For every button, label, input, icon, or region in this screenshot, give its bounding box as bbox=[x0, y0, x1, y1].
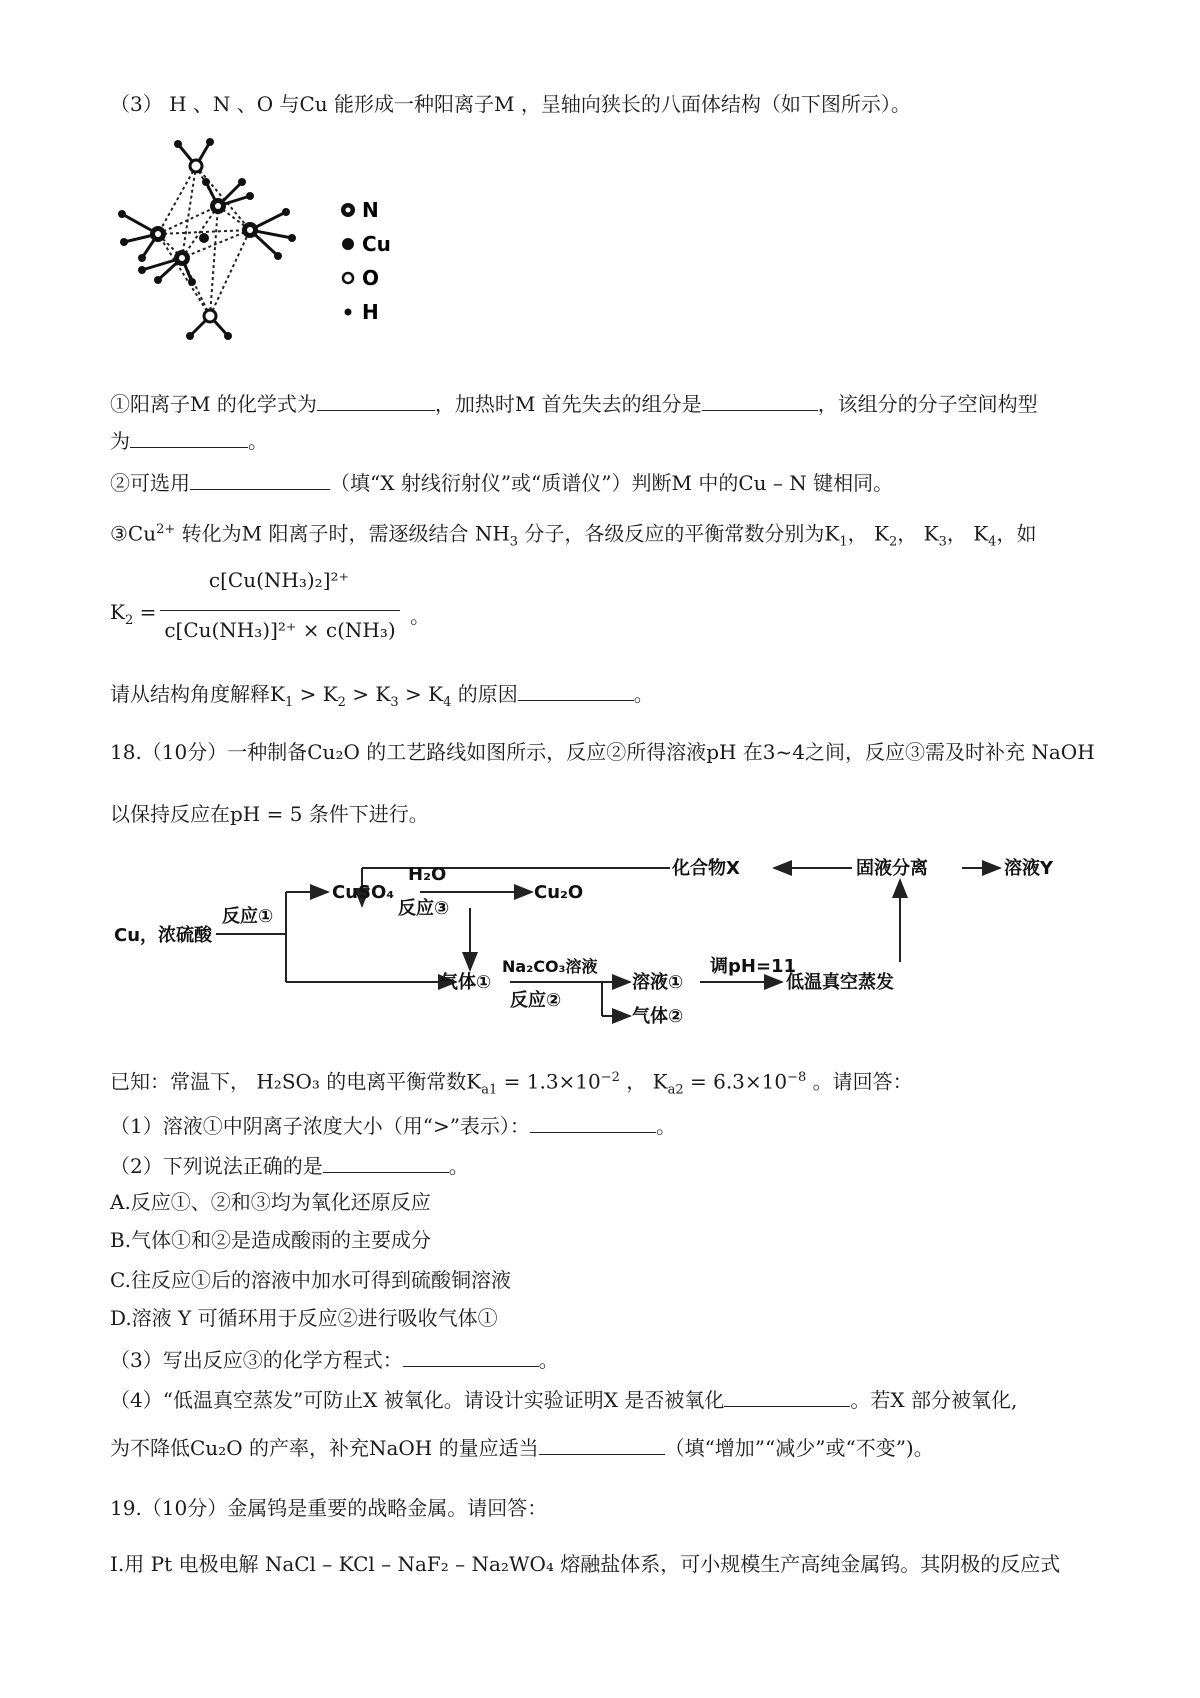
label-compound-x: 化合物X bbox=[672, 858, 740, 879]
q17-sub3: $③Cu^{2+}$ 转化为M 阳离子时，需逐级结合 $NH_3$ 分子，各级反应的平衡常数分别为$K_1$， $K_2$， $K_3$， $K_4$，如 bbox=[110, 521, 1037, 550]
q17-explain: 请从结构角度解释$K_1 > K_2 > K_3 > K_4$ 的原因 。 bbox=[110, 678, 654, 717]
q18-q1: （1）溶液①中阴离子浓度大小（用“>”表示）： 。 bbox=[110, 1110, 676, 1140]
q17-sub1-line1: ①阳离子M 的化学式为 ，加热时M 首先失去的组分是 ，该组分的分子空间构型 bbox=[110, 388, 1038, 418]
answer-blank-instrument[interactable] bbox=[190, 467, 330, 490]
process-flowchart bbox=[110, 848, 1120, 1048]
answer-blank-experiment[interactable] bbox=[724, 1384, 850, 1407]
q18-q4-line2: 为不降低Cu₂O 的产率，补充NaOH 的量应适当 （填“增加”“减少”或“不变”)。 bbox=[110, 1432, 934, 1462]
label-cu-acid: Cu，浓硫酸 bbox=[114, 925, 213, 946]
q19-part1: I.用 Pt 电极电解 NaCl – KCl – NaF₂ – Na₂WO₄ 熔融盐体系，可小规模生产高纯金属钨。其阴极的反应式 bbox=[110, 1552, 1061, 1576]
answer-blank-correct-option[interactable] bbox=[323, 1150, 449, 1173]
n-atoms bbox=[150, 198, 258, 266]
label-reaction3: 反应③ bbox=[398, 898, 450, 919]
legend-cu: Cu bbox=[362, 232, 391, 256]
k2-denominator: c[Cu(NH₃)]²⁺ × c(NH₃) bbox=[164, 618, 396, 642]
label-evaporation: 低温真空蒸发 bbox=[786, 972, 894, 993]
q18-stem-line2: 以保持反应在pH = 5 条件下进行。 bbox=[110, 802, 429, 826]
label-separation: 固液分离 bbox=[856, 858, 928, 879]
label-solution1: 溶液① bbox=[632, 972, 684, 993]
label-cu2o: Cu₂O bbox=[534, 882, 584, 903]
q17-part3-intro: （3） H 、N 、O 与Cu 能形成一种阳离子M ，呈轴向狭长的八面体结构（如下图所示）。 bbox=[110, 92, 911, 116]
answer-blank-reason[interactable] bbox=[518, 678, 634, 701]
k2-equation: $K_2$ = c[Cu(NH₃)₂]²⁺ c[Cu(NH₃)]²⁺ × c(NH₃) 。 bbox=[110, 568, 430, 642]
legend-n: N bbox=[362, 198, 379, 222]
label-reaction1: 反应① bbox=[222, 906, 274, 927]
legend-h: H bbox=[362, 300, 379, 324]
q17-sub2: ②可选用 （填“X 射线衍射仪”或“质谱仪”）判断M 中的Cu – N 键相同。 bbox=[110, 467, 893, 497]
answer-blank-anion-order[interactable] bbox=[530, 1110, 656, 1133]
answer-blank-geometry[interactable] bbox=[130, 425, 248, 448]
label-gas1: 气体① bbox=[440, 972, 492, 993]
label-solution-y: 溶液Y bbox=[1004, 858, 1054, 879]
q18-option-b: B.气体①和②是造成酸雨的主要成分 bbox=[110, 1228, 432, 1252]
fraction-bar bbox=[160, 610, 400, 611]
answer-blank-formula[interactable] bbox=[317, 388, 435, 411]
q18-known: 已知：常温下， H₂SO₃ 的电离平衡常数$K_{a1} = 1.3\times 10^{-2}$ ， $K_{a2} = 6.3\times 10^{-8}$ 。请回答： bbox=[110, 1069, 913, 1098]
q18-stem-line1: 18.（10分）一种制备Cu₂O 的工艺路线如图所示，反应②所得溶液pH 在3~4之间，反应③需及时补充 NaOH bbox=[110, 740, 1095, 764]
label-na2co3: Na₂CO₃溶液 bbox=[502, 957, 598, 976]
label-reaction2: 反应② bbox=[510, 990, 562, 1011]
octahedral-structure-figure bbox=[100, 130, 440, 380]
label-gas2: 气体② bbox=[632, 1006, 684, 1027]
q17-sub1-line2: 为 。 bbox=[110, 425, 268, 455]
legend bbox=[341, 198, 391, 324]
q18-option-c: C.往反应①后的溶液中加水可得到硫酸铜溶液 bbox=[110, 1268, 511, 1292]
answer-blank-equation[interactable] bbox=[403, 1344, 539, 1367]
label-adjust-ph: 调pH=11 bbox=[710, 956, 797, 977]
q18-q4-line1: （4）“低温真空蒸发”可防止X 被氧化。请设计实验证明X 是否被氧化 。若X 部分被氧化, bbox=[110, 1384, 1017, 1414]
k2-numerator: c[Cu(NH₃)₂]²⁺ bbox=[208, 568, 350, 592]
label-h2o: H₂O bbox=[408, 864, 447, 885]
q18-option-d: D.溶液 Y 可循环用于反应②进行吸收气体① bbox=[110, 1306, 498, 1330]
q18-option-a: A.反应①、②和③均为氧化还原反应 bbox=[110, 1190, 431, 1214]
answer-blank-naoh-amount[interactable] bbox=[539, 1432, 665, 1455]
q18-q2: （2）下列说法正确的是 。 bbox=[110, 1150, 469, 1180]
answer-blank-component[interactable] bbox=[702, 388, 818, 411]
q18-q3: （3）写出反应③的化学方程式： 。 bbox=[110, 1344, 559, 1374]
k2-lhs: $K_2$ = bbox=[110, 600, 157, 628]
legend-o: O bbox=[362, 266, 380, 290]
label-cuso4: CuSO₄ bbox=[332, 882, 395, 903]
q19-stem: 19.（10分）金属钨是重要的战略金属。请回答： bbox=[110, 1496, 548, 1520]
cu-atom bbox=[199, 233, 209, 243]
